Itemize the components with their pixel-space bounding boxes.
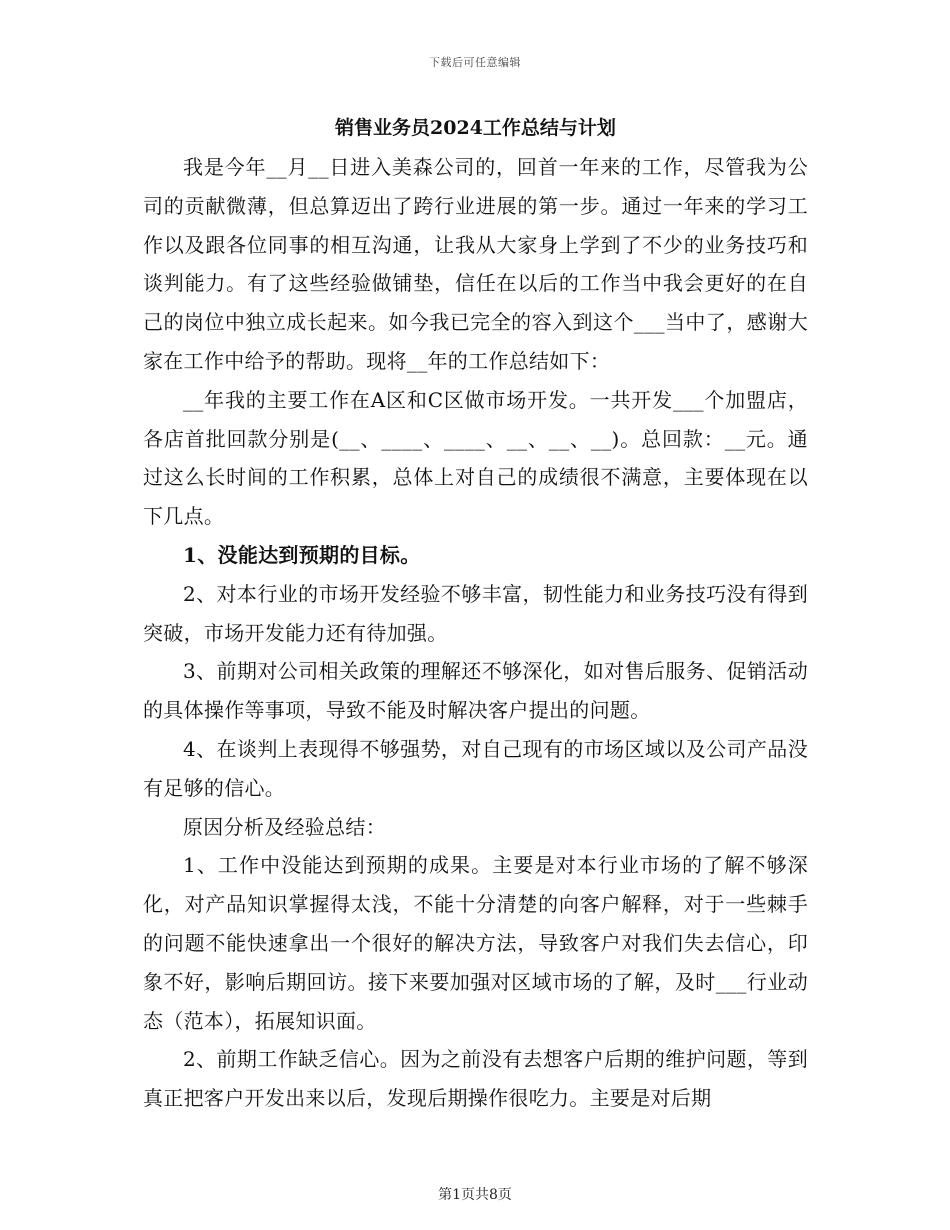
paragraph-intro: 我是今年__月__日进入美森公司的，回首一年来的工作，尽管我为公司的贡献微薄，但总算迈出了跨行业进展的第一步。通过一年来的学习工作以及跟各位同事的相互沟通，让我从大家身上学到了不少的业务技巧和谈判能力。有了这些经验做铺垫，信任在以后的工作当中我会更好的在自己的岗位中独立成长起来。如今我已完全的容入到这个___当中了，感谢大家在工作中给予的帮助。现将__年的工作总结如下： [143,155,808,373]
document-title: 销售业务员2024工作总结与计划 [335,117,616,139]
paragraph-analysis-2: 2、前期工作缺乏信心。因为之前没有去想客户后期的维护问题，等到真正把客户开发出来以后，发现后期操作很吃力。主要是对后期 [143,1047,808,1111]
paragraph-analysis-1: 1、工作中没能达到预期的成果。主要是对本行业市场的了解不够深化，对产品知识掌握得太浅，不能十分清楚的向客户解释，对于一些棘手的问题不能快速拿出一个很好的解决方法，导致客户对我们失去信心，印象不好，影响后期回访。接下来要加强对区域市场的了解，及时___行业动态（范本），拓展知识面。 [143,853,808,1033]
paragraph-market-work: __年我的主要工作在A区和C区做市场开发。一共开发___个加盟店，各店首批回款分别是(__、____、____、__、__、__)。总回款：__元。通过这么长时间的工作积累，总体上对自己的成绩很不满意，主要体现在以下几点。 [143,387,808,529]
paragraph-point-1: 1、没能达到预期的目标。 [183,542,421,567]
document-body [143,108,808,1118]
page-indicator: 第1页共8页 [438,1187,512,1203]
paragraph-point-3: 3、前期对公司相关政策的理解还不够深化，如对售后服务、促销活动的具体操作等事项，导致不能及时解决客户提出的问题。 [143,659,808,723]
paragraph-point-4: 4、在谈判上表现得不够强势，对自己现有的市场区域以及公司产品没有足够的信心。 [143,736,808,800]
paragraph-point-2: 2、对本行业的市场开发经验不够丰富，韧性能力和业务技巧没有得到突破，市场开发能力还有待加强。 [143,581,808,645]
header-note: 下载后可任意编辑 [429,56,521,69]
paragraph-analysis-heading: 原因分析及经验总结： [183,814,386,839]
